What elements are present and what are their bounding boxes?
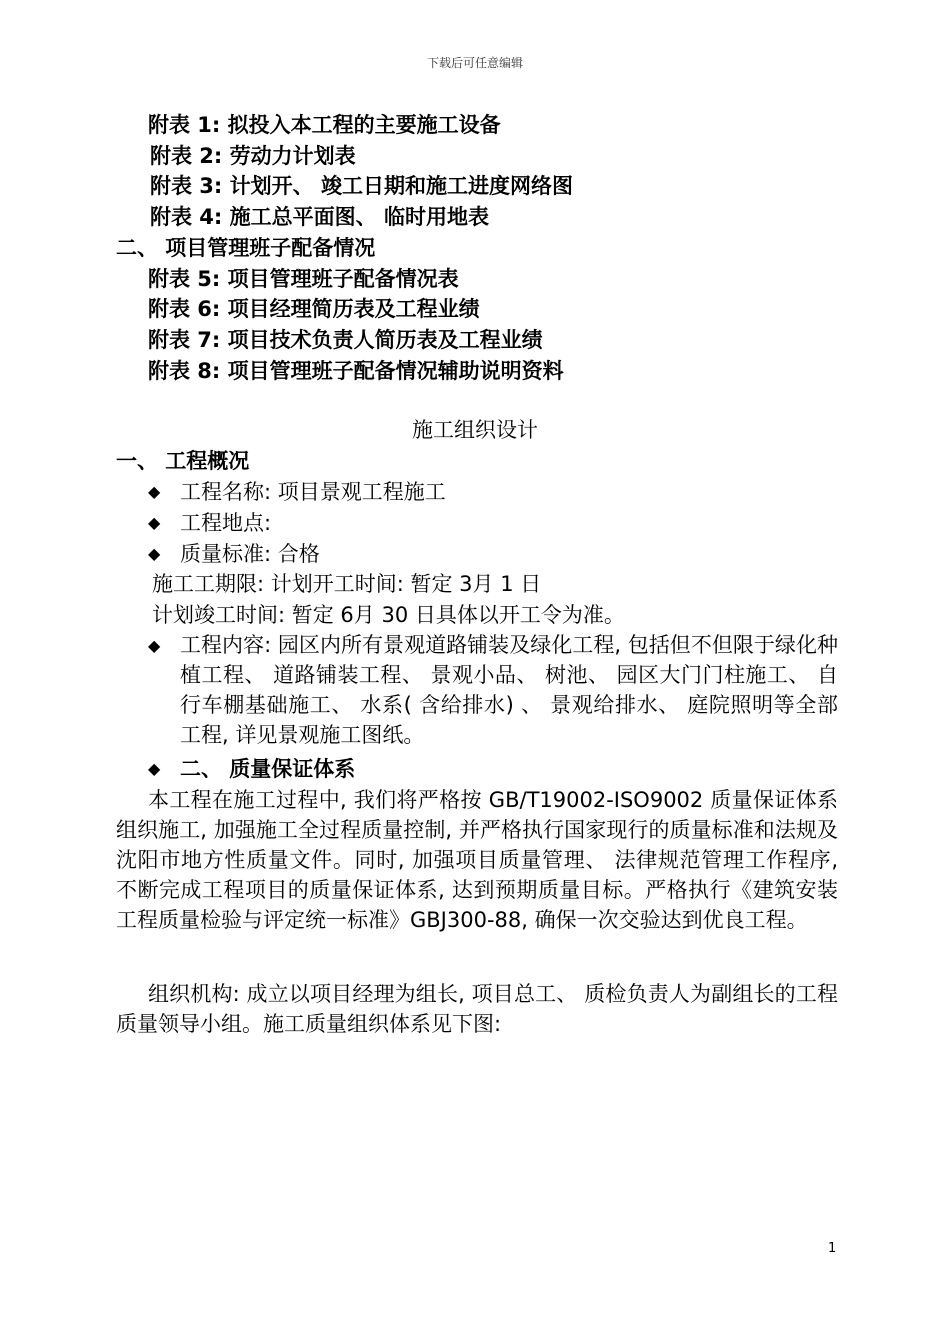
quality-paragraph: 本工程在施工过程中, 我们将严格按 GB/T19002-ISO9002 质量保证体系组织施工, 加强施工全过程质量控制, 并严格执行国家现行的质量标准和法规及沈阳市地方性质量文件。同时, 加强项目质量管理、 法律规范管理工作程序, 不断完成工程项目的质量保证体系, 达到预期质量目标。严格执行《建筑安装工程质量检验与评定统一标准》GBJ300-88, 确保一次交验达到优良工程。 [116,788,838,932]
bullet-icon: ◆ [148,544,161,563]
bullet-icon: ◆ [148,759,161,778]
bullet-icon: ◆ [148,513,161,532]
appendix-item-8: 附表 8: 项目管理班子配备情况辅助说明资料 [148,359,564,383]
construction-period-end: 计划竣工时间: 暂定 6月 30 日具体以开工令为准。 [152,603,625,627]
page-header: 下载后可任意编辑 [426,56,523,70]
appendix-item-4: 附表 4: 施工总平面图、 临时用地表 [150,205,489,229]
bullet-icon: ◆ [148,482,161,501]
organization-paragraph: 组织机构: 成立以项目经理为组长, 项目总工、 质检负责人为副组长的工程质量领导小组。施工质量组织体系见下图: [116,982,838,1036]
appendix-item-3: 附表 3: 计划开、 竣工日期和施工进度网络图 [150,174,573,198]
section-heading-team: 二、 项目管理班子配备情况 [116,236,376,260]
section-heading-quality: 二、 质量保证体系 [180,757,356,781]
appendix-item-6: 附表 6: 项目经理简历表及工程业绩 [148,297,480,321]
project-location: 工程地点: [180,511,272,535]
document-title: 施工组织设计 [412,418,538,442]
appendix-item-5: 附表 5: 项目管理班子配备情况表 [148,267,459,291]
project-name: 工程名称: 项目景观工程施工 [180,480,446,504]
appendix-item-7: 附表 7: 项目技术负责人简历表及工程业绩 [148,328,543,352]
bullet-icon: ◆ [148,636,161,655]
construction-period-start: 施工工期限: 计划开工时间: 暂定 3月 1 日 [152,572,542,596]
appendix-item-1: 附表 1: 拟投入本工程的主要施工设备 [148,113,501,137]
section-heading-overview: 一、 工程概况 [116,449,250,473]
page-number: 1 [828,1241,837,1256]
appendix-item-2: 附表 2: 劳动力计划表 [150,144,356,168]
quality-standard: 质量标准: 合格 [180,542,320,566]
project-content: 工程内容: 园区内所有景观道路铺装及绿化工程, 包括但不但限于绿化种植工程、 道路铺装工程、 景观小品、 树池、 园区大门门柱施工、 自行车棚基础施工、 水系( 含给排水) 、 景观给排水、 庭院照明等全部工程, 详见景观施工图纸。 [180,633,838,747]
